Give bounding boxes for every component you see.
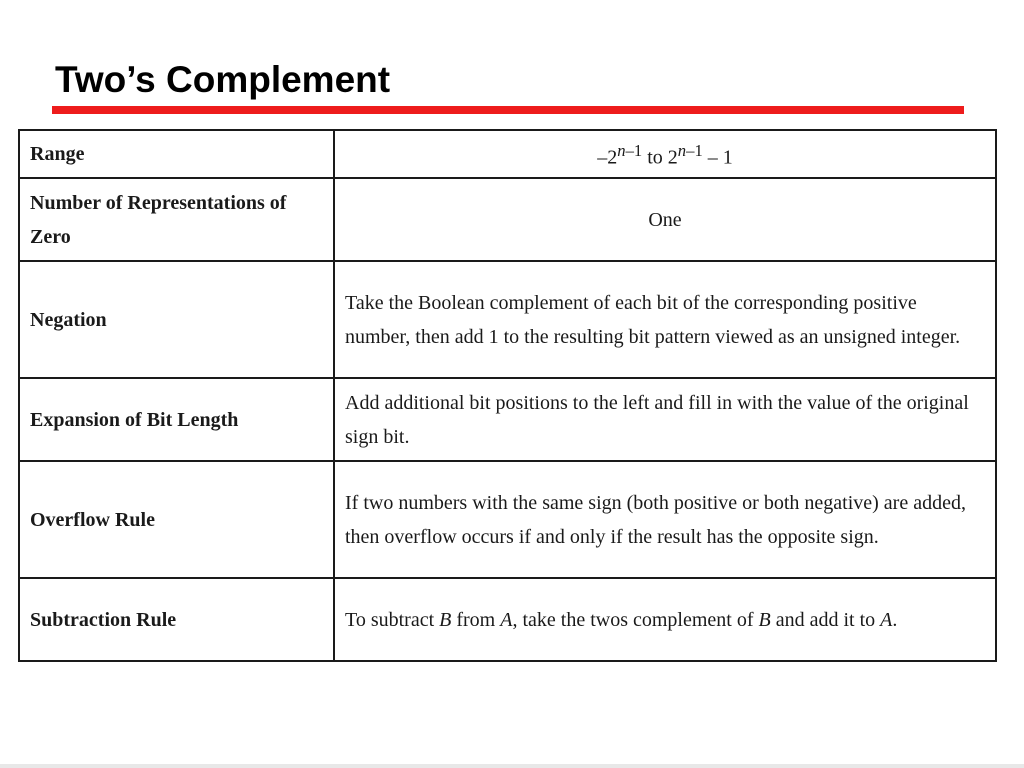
- row-value-zero-representations: One: [334, 178, 996, 261]
- row-value-overflow: If two numbers with the same sign (both positive or both negative) are added, then overflow occurs if and only if the result has the opposite sign.: [334, 461, 996, 578]
- row-value-subtraction: To subtract B from A, take the twos complement of B and add it to A.: [334, 578, 996, 661]
- row-value-negation: Take the Boolean complement of each bit of the corresponding positive number, then add 1 to the resulting bit pattern viewed as an unsigned integer.: [334, 261, 996, 378]
- table-row-overflow: [19, 461, 996, 578]
- title-underline: [52, 106, 964, 114]
- table-row-zero-representations: [19, 178, 996, 261]
- row-label-range: Range: [19, 130, 334, 178]
- table-row-expansion: [19, 378, 996, 461]
- slide-title: Two’s Complement: [55, 59, 391, 100]
- slide-bottom-border: [0, 764, 1024, 768]
- table-row-subtraction: [19, 578, 996, 661]
- row-value-expansion: Add additional bit positions to the left and fill in with the value of the original sign bit.: [334, 378, 996, 461]
- row-label-zero-representations: Number of Representations of Zero: [19, 178, 334, 261]
- table-row-negation: [19, 261, 996, 378]
- table-row-range: [19, 130, 996, 178]
- row-label-negation: Negation: [19, 261, 334, 378]
- row-label-expansion: Expansion of Bit Length: [19, 378, 334, 461]
- row-label-overflow: Overflow Rule: [19, 461, 334, 578]
- row-value-range: –2$^{n-1}$ to 2$^{n-1}$ – 1: [334, 130, 996, 178]
- properties-table: [18, 129, 997, 662]
- row-label-subtraction: Subtraction Rule: [19, 578, 334, 661]
